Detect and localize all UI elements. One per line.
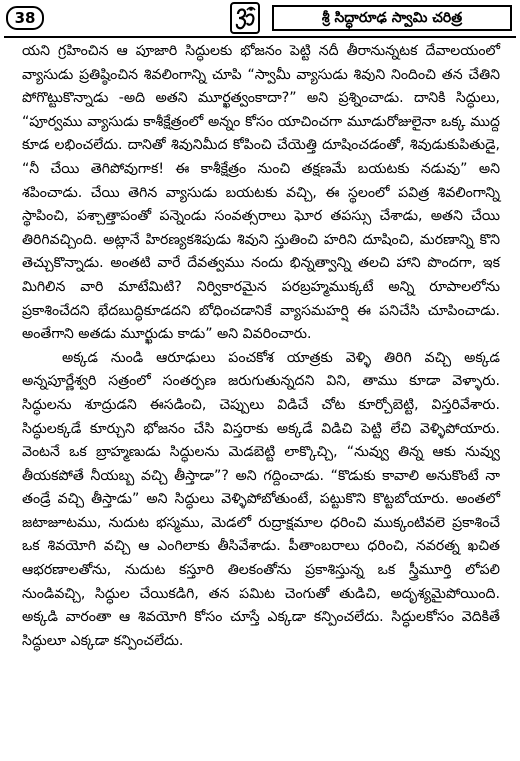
paragraph: యని గ్రహించిన ఆ పూజారి సిద్ధులకు భోజనం పెట్టి నదీ తీరానున్నటక దేవాలయంలో వ్యాసుడు ప్రతిష్ఠించిన శివలింగాన్ని చూపి “స్వామీ వ్యాసుడు శివుని నిందించి తన చేతిని పోగొట్టుకొన్నాడు -అది అతని మూర్ఖత్వంకాదా?” అని ప్రశ్నించాడు. దానికి సిద్ధులు, “పూర్వము వ్యాసుడు కాశీక్షేత్రంలో అన్నం కోసం యాచించగా మూడురోజులైనా ఒక్క ముద్ద కూడ లభించలేదు. దానితో శివునిమీద కోపించి చేయెత్తి దూషించడంతో, శివుడుకుపితుడై, “నీ చేయి తెగిపోవుగాక! ఈ కాశీక్షేత్రం నుంచి తక్షణమే బయటకు నడువు” అని శపించాడు. చేయి తెగిన వ్యాసుడు బయటకు వచ్చి, ఈ స్థలంలో పవిత్ర శివలింగాన్ని స్థాపించి, పశ్చాత్తాపంతో పన్నెండు సంవత్సరాలు ఘోర తపస్సు చేశాడు, అతని చేయి తిరిగివచ్చింది. అట్లానే హిరణ్యకశిపుడు శివుని స్తుతించి హరిని దూషించి, మరణాన్ని కొని తెచ్చుకొన్నాడు. అంతటి వారే దేవత్వము నందు భిన్నత్వాన్ని తలచి హాని పొందగా, ఇక మిగిలిన వారి మాటేమిటి? నిర్వికారమైన పరబ్రహ్మముక్కటే అన్ని రూపాలలోను ప్రకాశించేదని భేదబుద్ధికూడదని బోధించడానికే వ్యాసమహర్షి ఈ పనిచేసి చూపించాడు. అంతేగాని అతడు మూర్ఖుడు కాడు” అని వివరించారు. <box>22 43 500 343</box>
running-title: శ్రీ సిద్ధారూఢ స్వామి చరిత్ర <box>272 5 512 31</box>
page-header <box>0 0 520 36</box>
header-rule <box>4 36 516 38</box>
body-text <box>22 40 500 653</box>
om-emblem-icon <box>230 2 260 34</box>
page-number: 38 <box>6 6 44 30</box>
paragraph: అక్కడ నుండి ఆరూఢులు పంచకోశ యాత్రకు వెళ్ళి తిరిగి వచ్చి అక్కడ అన్నపూర్ణేశ్వరి సత్రంలో సంతర్పణ జరుగుతున్నదని విని, తాము కూడా వెళ్ళారు. సిద్ధులను శూద్రుడని ఈసడించి, చెప్పులు విడిచే చోట కూర్చోబెట్టి, విస్తరివేశారు. సిద్ధులక్కడే కూర్చుని భోజనం చేసి విస్తరాకు అక్కడే విడిచి పెట్టి లేచి వెళ్ళిపోయారు. వెంటనే ఒక బ్రాహ్మణుడు సిద్ధులను మెడబెట్టి లాక్కొచ్చి, “నువ్వు తిన్న ఆకు నువ్వు తీయకపోతే నీయబ్బ వచ్చి తీస్తాడా”? అని గద్దించాడు. “కొడుకు కావాలి అనుకొంటే నా తండ్రే వచ్చి తీస్తాడు” అని సిద్ధులు వెళ్ళిపోబోతుంటే, పట్టుకొని కొట్టబోయారు. అంతలో జటాజూటము, నుదుట భస్మము, మెడలో రుద్రాక్షమాల ధరించి ముక్కంటివలె ప్రకాశించే ఒక శివయోగి వచ్చి ఆ ఎంగిలాకు తీసివేశాడు. పీతాంబరాలు ధరించి, నవరత్న ఖచిత ఆభరణాలతోను, నుదుట కస్తూరి తిలకంతోను ప్రకాశిస్తున్న ఒక స్త్రీమూర్తి లోపలి నుండివచ్చి, సిద్ధుల చేయికడిగి, తన పమిట చెంగుతో తుడిచి, అదృశ్యమైపోయింది. అక్కడి వారంతా ఆ శివయోగి కోసం చూస్తే ఎక్కడా కన్పించలేదు. సిద్ధులకోసం వెదికితే సిద్ధులూ ఎక్కడా కన్పించలేదు. <box>22 349 500 649</box>
